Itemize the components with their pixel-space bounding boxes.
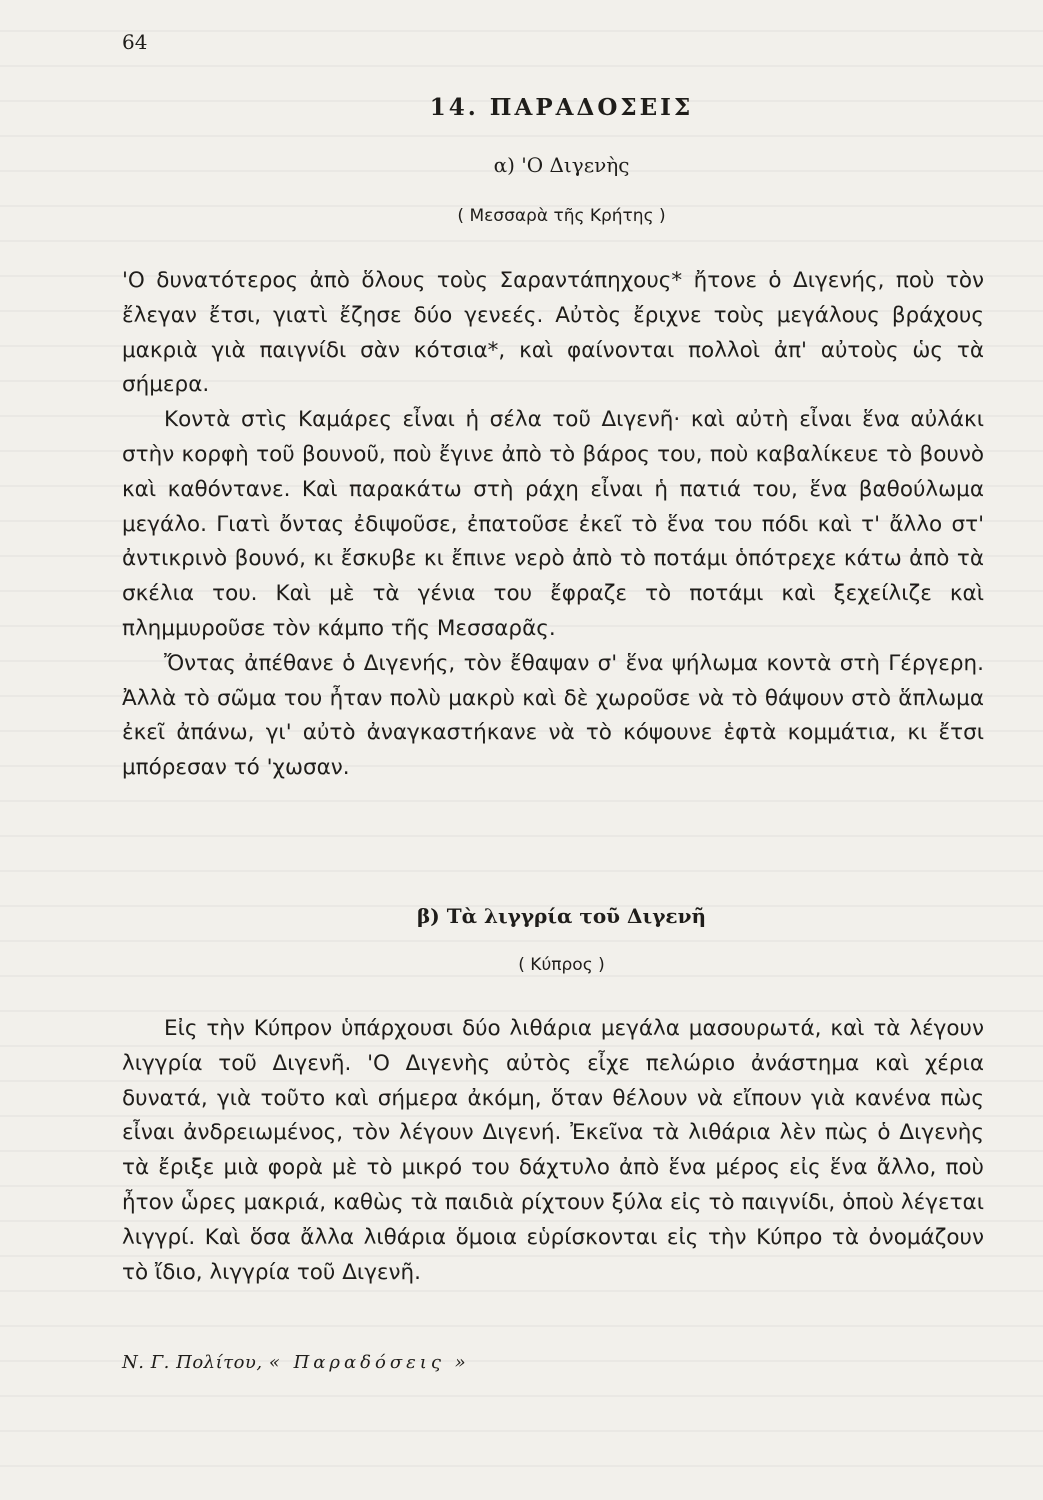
- source-work: « Παραδόσεις »: [268, 1352, 470, 1373]
- source-citation: [122, 1352, 470, 1373]
- page-number: 64: [122, 30, 148, 54]
- section-b-region: ( Κύπρος ): [518, 955, 605, 975]
- section-b-body: [122, 1012, 984, 1290]
- section-b-paragraph: Εἰς τὴν Κύπρον ὑπάρχουσι δύο λιθάρια μεγάλα μασουρωτά, καὶ τὰ λέγουν λιγγρία τοῦ Διγενῆ. 'Ο Διγενὴς αὐτὸς εἶχε πελώριο ἀνάστημα καὶ χέρια δυνατά, γιὰ τοῦτο καὶ σήμερα ἀκόμη, ὅταν θέλουν νὰ εἴπουν γιὰ κανένα πὼς εἶναι ἀνδρειωμένος, τὸν λέγουν Διγενή. Ἐκεῖνα τὰ λιθάρια λὲν πὼς ὁ Διγενὴς τὰ ἔριξε μιὰ φορὰ μὲ τὸ μικρό του δάχτυλο ἀπὸ ἕνα μέρος εἰς ἕνα ἄλλο, ποὺ ἦτον ὧρες μακριά, καθὼς τὰ παιδιὰ ρίχτουν ξύλα εἰς τὸ παιγνίδι, ὁποὺ λέγεται λιγγρί. Καὶ ὅσα ἄλλα λιθάρια ὅμοια εὑρίσκονται εἰς τὴν Κύπρο τὰ ὀνομάζουν τὸ ἴδιο, λιγγρία τοῦ Διγενῆ.: [122, 1016, 984, 1285]
- section-a-paragraph: 'Ο δυνατότερος ἀπὸ ὅλους τοὺς Σαραντάπηχους* ἤτονε ὁ Διγενής, ποὺ τὸν ἔλεγαν ἔτσι, γιατὶ ἔζησε δύο γενεές. Αὐτὸς ἔριχνε τοὺς μεγάλους βράχους μακριὰ γιὰ παιγνίδι σὰν κότσια*, καὶ φαίνονται πολλοὶ ἀπ' αὐτοὺς ὡς τὰ σήμερα.: [122, 268, 984, 398]
- source-author: Ν. Γ. Πολίτου,: [122, 1352, 263, 1373]
- section-a-body: [122, 264, 984, 786]
- section-b-title: β) Τὰ λιγγρία τοῦ Διγενῆ: [417, 904, 706, 928]
- chapter-title: 14. ΠΑΡΑΔΟΣΕΙΣ: [429, 94, 694, 121]
- section-a-paragraph: Ὄντας ἀπέθανε ὁ Διγενής, τὸν ἔθαψαν σ' ἕνα ψήλωμα κοντὰ στὴ Γέργερη. Ἀλλὰ τὸ σῶμα του ἦταν πολὺ μακρὺ καὶ δὲ χωροῦσε νὰ τὸ θάψουν στὸ ἅπλωμα ἐκεῖ ἀπάνω, γι' αὐτὸ ἀναγκαστήκανε νὰ τὸ κόψουνε ἑφτὰ κομμάτια, κι ἔτσι μπόρεσαν τό 'χωσαν.: [122, 650, 984, 781]
- section-a-title: α) 'Ο Διγενὴς: [493, 153, 630, 177]
- section-a-paragraph: Κοντὰ στὶς Καμάρες εἶναι ἡ σέλα τοῦ Διγενῆ· καὶ αὐτὴ εἶναι ἕνα αὐλάκι στὴν κορφὴ τοῦ βουνοῦ, ποὺ ἔγινε ἀπὸ τὸ βάρος του, ποὺ καβαλίκευε τὸ βουνὸ καὶ καθόντανε. Καὶ παρακάτω στὴ ράχη εἶναι ἡ πατιά του, ἕνα βαθούλωμα μεγάλο. Γιατὶ ὄντας ἐδιψοῦσε, ἐπατοῦσε ἐκεῖ τὸ ἕνα του πόδι καὶ τ' ἄλλο στ' ἀντικρινὸ βουνό, κι ἔσκυβε κι ἔπινε νερὸ ἀπὸ τὸ ποτάμι ὁπότρεχε κάτω ἀπὸ τὰ σκέλια του. Καὶ μὲ τὰ γένια του ἔφραζε τὸ ποτάμι καὶ ξεχείλιζε καὶ πλημμυροῦσε τὸν κάμπο τῆς Μεσσαρᾶς.: [122, 407, 984, 641]
- section-a-region: ( Μεσσαρὰ τῆς Κρήτης ): [457, 206, 666, 226]
